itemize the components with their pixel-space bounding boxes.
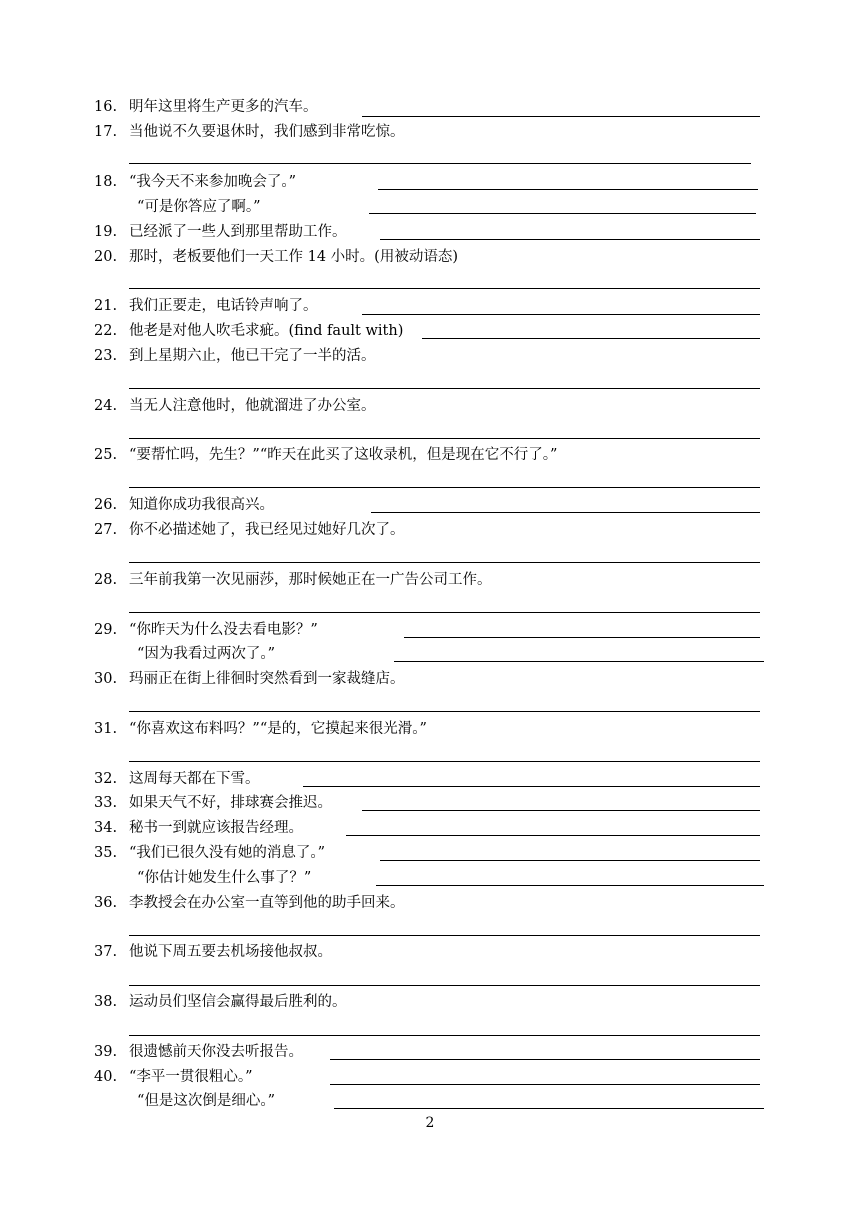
answer-blank-22[interactable] [422,338,760,339]
answer-blank-38[interactable] [129,1035,760,1036]
answer-blank-34[interactable] [346,835,760,836]
answer-blank-18b[interactable] [369,213,756,214]
answer-blank-17[interactable] [129,163,751,164]
question-number: 36. [94,895,118,911]
answer-blank-39[interactable] [330,1059,760,1060]
question-number: 18. [94,174,118,190]
answer-blank-40b[interactable] [334,1108,764,1109]
question-number: 21. [94,298,118,314]
answer-blank-20[interactable] [129,288,760,289]
question-text: 这周每天都在下雪。 [129,771,260,787]
question-number: 33. [94,795,118,811]
question-text: 玛丽正在街上徘徊时突然看到一家裁缝店。 [129,671,405,687]
question-text: “你昨天为什么没去看电影？” [129,622,318,638]
question-text: 那时，老板要他们一天工作 14 小时。(用被动语态) [129,249,458,265]
question-text: “你喜欢这布料吗？”“是的，它摸起来很光滑。” [129,721,427,737]
page-number: 2 [425,1115,435,1131]
question-text: 当无人注意他时，他就溜进了办公室。 [129,398,376,414]
answer-blank-30[interactable] [129,711,760,712]
answer-blank-33[interactable] [362,810,760,811]
question-text: “我们已很久没有她的消息了。” [129,845,326,861]
question-number: 31. [94,721,118,737]
question-text: “可是你答应了啊。” [137,199,261,215]
question-number: 22. [94,323,118,339]
question-number: 17. [94,124,118,140]
question-text: “我今天不来参加晚会了。” [129,174,297,190]
question-number: 27. [94,522,118,538]
answer-blank-19[interactable] [380,239,760,240]
question-text: 知道你成功我很高兴。 [129,497,274,513]
question-text: “要帮忙吗，先生？”“昨天在此买了这收录机，但是现在它不行了。” [129,447,558,463]
question-number: 28. [94,572,118,588]
answer-blank-36[interactable] [129,935,760,936]
question-text: “李平一贯很粗心。” [129,1069,253,1085]
answer-blank-40a[interactable] [330,1084,760,1085]
question-text: 李教授会在办公室一直等到他的助手回来。 [129,895,405,911]
answer-blank-24[interactable] [129,438,760,439]
question-number: 23. [94,348,118,364]
answer-blank-35b[interactable] [376,885,764,886]
question-text: 运动员们坚信会赢得最后胜利的。 [129,994,347,1010]
question-number: 29. [94,622,118,638]
answer-blank-25[interactable] [129,487,760,488]
question-text: 当他说不久要退休时，我们感到非常吃惊。 [129,124,405,140]
question-text: “你估计她发生什么事了？” [137,870,312,886]
question-number: 39. [94,1044,118,1060]
question-text: 到上星期六止，他已干完了一半的活。 [129,348,376,364]
question-text: 三年前我第一次见丽莎，那时候她正在一广告公司工作。 [129,572,492,588]
answer-blank-18a[interactable] [378,189,758,190]
question-number: 30. [94,671,118,687]
question-number: 34. [94,820,118,836]
question-text: “因为我看过两次了。” [137,646,276,662]
question-text: 他说下周五要去机场接他叔叔。 [129,944,332,960]
answer-blank-21[interactable] [362,314,760,315]
question-text: 很遗憾前天你没去听报告。 [129,1044,303,1060]
question-number: 16. [94,99,118,115]
question-text: 明年这里将生产更多的汽车。 [129,99,318,115]
question-text: 如果天气不好，排球赛会推迟。 [129,795,332,811]
question-text: “但是这次倒是细心。” [137,1093,276,1109]
question-number: 19. [94,224,118,240]
answer-blank-16[interactable] [362,116,760,117]
question-number: 35. [94,845,118,861]
answer-blank-35a[interactable] [380,860,760,861]
answer-blank-29b[interactable] [394,661,764,662]
question-number: 24. [94,398,118,414]
answer-blank-37[interactable] [129,985,760,986]
answer-blank-31[interactable] [129,761,760,762]
question-number: 25. [94,447,118,463]
question-number: 32. [94,771,118,787]
answer-blank-23[interactable] [129,388,760,389]
question-text: 我们正要走，电话铃声响了。 [129,298,318,314]
question-text: 你不必描述她了，我已经见过她好几次了。 [129,522,405,538]
answer-blank-32[interactable] [303,786,760,787]
answer-blank-29a[interactable] [404,637,760,638]
question-number: 26. [94,497,118,513]
question-number: 37. [94,944,118,960]
question-number: 38. [94,994,118,1010]
question-text: 已经派了一些人到那里帮助工作。 [129,224,347,240]
question-text: 秘书一到就应该报告经理。 [129,820,303,836]
question-number: 20. [94,249,118,265]
question-number: 40. [94,1069,118,1085]
question-text: 他老是对他人吹毛求疵。(find fault with) [129,323,404,339]
answer-blank-28[interactable] [129,612,760,613]
answer-blank-27[interactable] [129,562,760,563]
answer-blank-26[interactable] [371,512,760,513]
